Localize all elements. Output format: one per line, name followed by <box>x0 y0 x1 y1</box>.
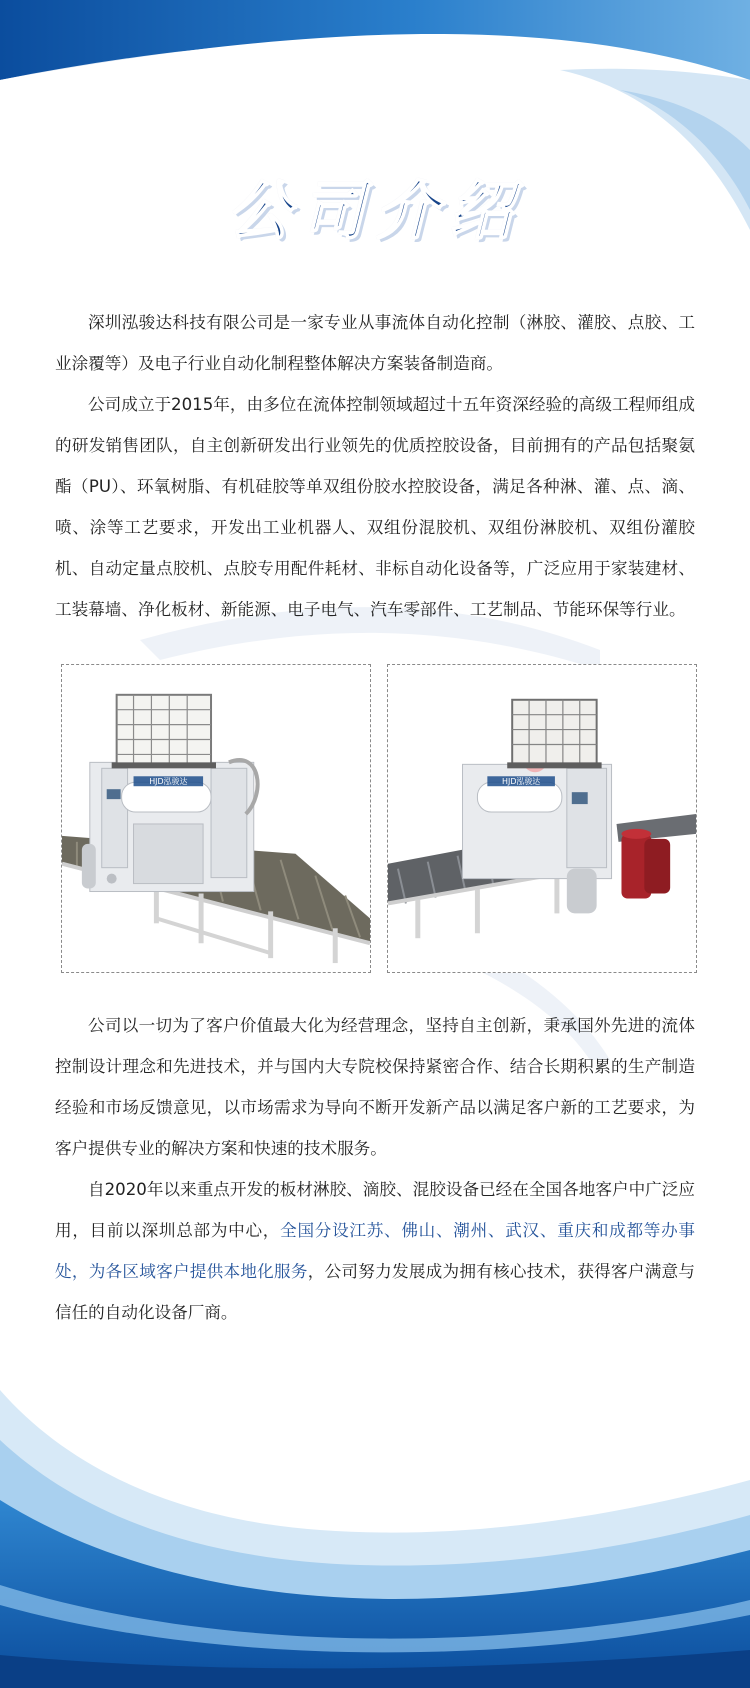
paragraph-4-start: 自2020年以来重点开发的板材淋胶、滴胶、混胶设备已经在全国各地客户中广泛应用，目前以深圳总部为中心， <box>55 1180 695 1240</box>
closing-text <box>55 1005 695 1333</box>
red-barrels <box>621 829 670 899</box>
glue-mixing-machine-image <box>388 665 696 972</box>
machine-brand-label: HJD泓骏达 <box>149 777 188 787</box>
page-title: 公司介绍 <box>227 175 523 249</box>
glue-spraying-machine-image <box>62 665 370 972</box>
machine-body <box>82 760 258 891</box>
closing-paragraph-4 <box>55 1169 695 1333</box>
ibc-tank <box>112 695 216 769</box>
closing-paragraph-3: 公司以一切为了客户价值最大化为经营理念，坚持自主创新，秉承国外先进的流体控制设计理念和先进技术，并与国内大专院校保持紧密合作、结合长期积累的生产制造经验和市场反馈意见，以市场需求为导向不断开发新产品以满足客户新的工艺要求，为客户提供专业的解决方案和快速的技术服务。 <box>55 1016 695 1158</box>
machine-photo-right <box>387 664 697 973</box>
machine-body <box>463 748 612 913</box>
intro-text <box>55 302 695 630</box>
ibc-tank <box>507 700 601 769</box>
machine-brand-label: HJD泓骏达 <box>502 777 541 787</box>
intro-paragraph-2: 公司成立于2015年，由多位在流体控制领域超过十五年资深经验的高级工程师组成的研发销售团队，自主创新研发出行业领先的优质控胶设备，目前拥有的产品包括聚氨酯（PU）、环氧树脂、有机硅胶等单双组份胶水控胶设备，满足各种淋、灌、点、滴、喷、涂等工艺要求，开发出工业机器人、双组份混胶机、双组份淋胶机、双组份灌胶机、自动定量点胶机、点胶专用配件耗材、非标自动化设备等，广泛应用于家装建材、工装幕墙、净化板材、新能源、电子电气、汽车零部件、工艺制品、节能环保等行业。 <box>55 395 695 619</box>
paragraph-4-end: ，公司努力发展成为拥有核心技术，获得客户满意与信任的自动化设备厂商。 <box>55 1262 696 1322</box>
machine-photo-left <box>61 664 371 973</box>
bottom-wave <box>0 1390 750 1688</box>
intro-paragraph-1: 深圳泓骏达科技有限公司是一家专业从事流体自动化控制（淋胶、灌胶、点胶、工业涂覆等）及电子行业自动化制程整体解决方案装备制造商。 <box>55 313 695 373</box>
office-locations-highlight: 全国分设江苏、佛山、潮州、武汉、重庆和成都等办事处，为各区域客户提供本地化服务 <box>55 1221 696 1281</box>
